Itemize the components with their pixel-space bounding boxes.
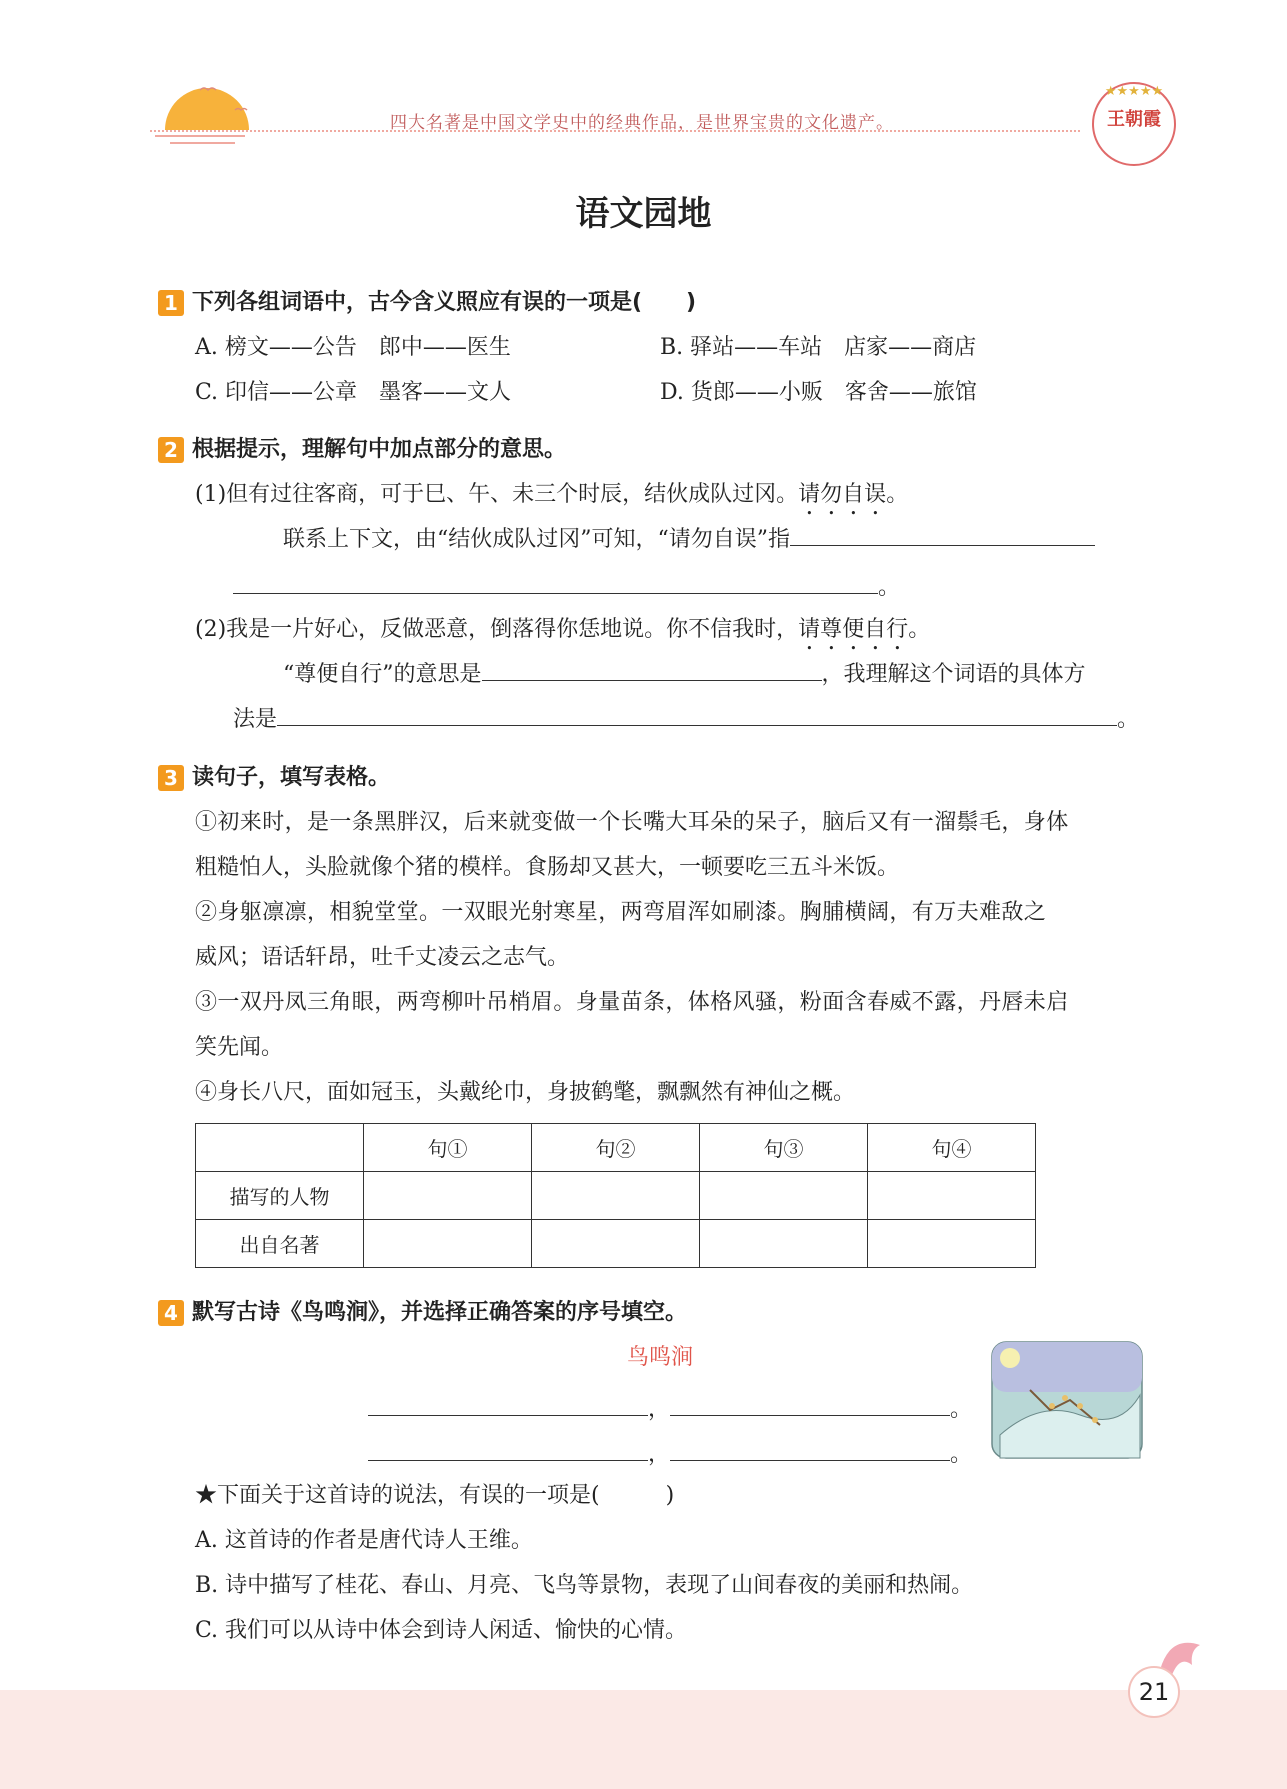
table-header-cell (196, 1124, 364, 1172)
hint-text: “尊便自行”的意思是 (283, 662, 482, 687)
hint-text: ，我理解这个词语的具体方 (821, 662, 1086, 687)
page-title: 语文园地 (575, 194, 712, 234)
q2-hint-1 (283, 522, 1095, 553)
answer-blank[interactable] (368, 1414, 648, 1416)
sentence-end: 。 (908, 617, 931, 642)
hint-text: 法是 (233, 707, 278, 732)
q3-passage-3a: ③一双丹凤三角眼，两弯柳叶吊梢眉。身量苗条，体格风骚，粉面含春威不露，丹唇未启 (195, 990, 1069, 1015)
brand-logo-text: 王朝霞 (1107, 109, 1161, 130)
table-header-cell: 句② (532, 1124, 700, 1172)
poem-line-2 (368, 1437, 972, 1468)
answer-blank[interactable] (233, 592, 878, 594)
question-number: 3 (158, 765, 184, 791)
comma: ， (648, 1442, 671, 1467)
page-number: 21 (1128, 1666, 1180, 1718)
q1-option-a: A. 榜文——公告 郎中——医生 (195, 335, 511, 360)
answer-blank[interactable] (277, 724, 1117, 726)
sunset-icon (145, 80, 255, 150)
q2-hint-2 (283, 657, 1086, 688)
q4-star-question: ★下面关于这首诗的说法，有误的一项是( ) (195, 1483, 675, 1508)
period: 。 (950, 1397, 973, 1422)
answer-blank[interactable] (482, 679, 822, 681)
q2-sentence-1 (195, 477, 908, 520)
character-table (195, 1123, 1036, 1268)
q2-hint-2-continued (233, 702, 1139, 733)
q4-option-a: A. 这首诗的作者是唐代诗人王维。 (195, 1528, 533, 1553)
question-4-prompt (158, 1295, 687, 1326)
q3-passage-3b: 笑先闻。 (195, 1035, 284, 1060)
table-row (196, 1172, 1036, 1220)
sentence-text: (1)但有过往客商，可于巳、午、未三个时辰，结伙成队过冈。 (195, 482, 799, 507)
q2-hint-1-continued (233, 570, 900, 601)
period: 。 (878, 575, 901, 600)
question-number: 2 (158, 437, 184, 463)
header-motto: 四大名著是中国文学史中的经典作品，是世界宝贵的文化遗产。 (390, 113, 894, 133)
table-header-row (196, 1124, 1036, 1172)
question-text: 读句子，填写表格。 (192, 765, 391, 790)
table-answer-cell[interactable] (700, 1172, 868, 1220)
q2-sentence-2 (195, 612, 930, 655)
q3-passage-1b: 粗糙怕人，头脸就像个猪的模样。食肠却又甚大，一顿要吃三五斗米饭。 (195, 855, 900, 880)
q3-passage-1a: ①初来时，是一条黑胖汉，后来就变做一个长嘴大耳朵的呆子，脑后又有一溜鬃毛，身体 (195, 810, 1069, 835)
table-answer-cell[interactable] (364, 1172, 532, 1220)
question-1-prompt (158, 285, 696, 316)
sentence-end: 。 (886, 482, 909, 507)
poem-line-1 (368, 1392, 972, 1423)
brand-logo: ★★★★★ 王朝霞 (1092, 82, 1176, 166)
footer-band (0, 1690, 1287, 1789)
table-answer-cell[interactable] (700, 1220, 868, 1268)
table-header-cell: 句① (364, 1124, 532, 1172)
question-2-prompt (158, 432, 566, 463)
table-header-cell: 句④ (868, 1124, 1036, 1172)
question-text: 下列各组词语中，古今含义照应有误的一项是( ) (192, 290, 697, 315)
answer-blank[interactable] (368, 1459, 648, 1461)
table-answer-cell[interactable] (532, 1220, 700, 1268)
q4-option-b: B. 诗中描写了桂花、春山、月亮、飞鸟等景物，表现了山间春夜的美丽和热闹。 (195, 1573, 974, 1598)
comma: ， (648, 1397, 671, 1422)
question-text: 默写古诗《鸟鸣涧》，并选择正确答案的序号填空。 (192, 1300, 688, 1325)
table-row-label: 出自名著 (196, 1220, 364, 1268)
table-answer-cell[interactable] (868, 1220, 1036, 1268)
question-text: 根据提示，理解句中加点部分的意思。 (192, 437, 567, 462)
answer-blank[interactable] (670, 1414, 950, 1416)
period: 。 (1117, 707, 1140, 732)
answer-blank[interactable] (670, 1459, 950, 1461)
period: 。 (950, 1442, 973, 1467)
table-answer-cell[interactable] (364, 1220, 532, 1268)
question-number: 4 (158, 1300, 184, 1326)
q3-passage-2b: 威风；语话轩昂，吐千丈凌云之志气。 (195, 945, 570, 970)
table-header-cell: 句③ (700, 1124, 868, 1172)
q1-option-d: D. 货郎——小贩 客舍——旅馆 (660, 380, 977, 405)
sentence-text: (2)我是一片好心，反做恶意，倒落得你恁地说。你不信我时， (195, 617, 799, 642)
q1-option-b: B. 驿站——车站 店家——商店 (660, 335, 977, 360)
q3-passage-4: ④身长八尺，面如冠玉，头戴纶巾，身披鹤氅，飘飘然有神仙之概。 (195, 1080, 856, 1105)
table-answer-cell[interactable] (532, 1172, 700, 1220)
answer-blank[interactable] (790, 544, 1095, 546)
table-answer-cell[interactable] (868, 1172, 1036, 1220)
q1-option-c: C. 印信——公章 墨客——文人 (195, 380, 512, 405)
table-row (196, 1220, 1036, 1268)
hint-text: 联系上下文，由“结伙成队过冈”可知，“请勿自误”指 (283, 527, 790, 552)
question-3-prompt (158, 760, 390, 791)
table-row-label: 描写的人物 (196, 1172, 364, 1220)
poem-illustration (990, 1340, 1145, 1460)
q3-passage-2a: ②身躯凛凛，相貌堂堂。一双眼光射寒星，两弯眉浑如刷漆。胸脯横阔，有万夫难敌之 (195, 900, 1047, 925)
dotted-phrase: 请勿自误 (798, 482, 887, 507)
q4-option-c: C. 我们可以从诗中体会到诗人闲适、愉快的心情。 (195, 1618, 688, 1643)
dotted-phrase: 请尊便自行 (798, 617, 909, 642)
question-number: 1 (158, 290, 184, 316)
poem-title: 鸟鸣涧 (626, 1345, 693, 1370)
